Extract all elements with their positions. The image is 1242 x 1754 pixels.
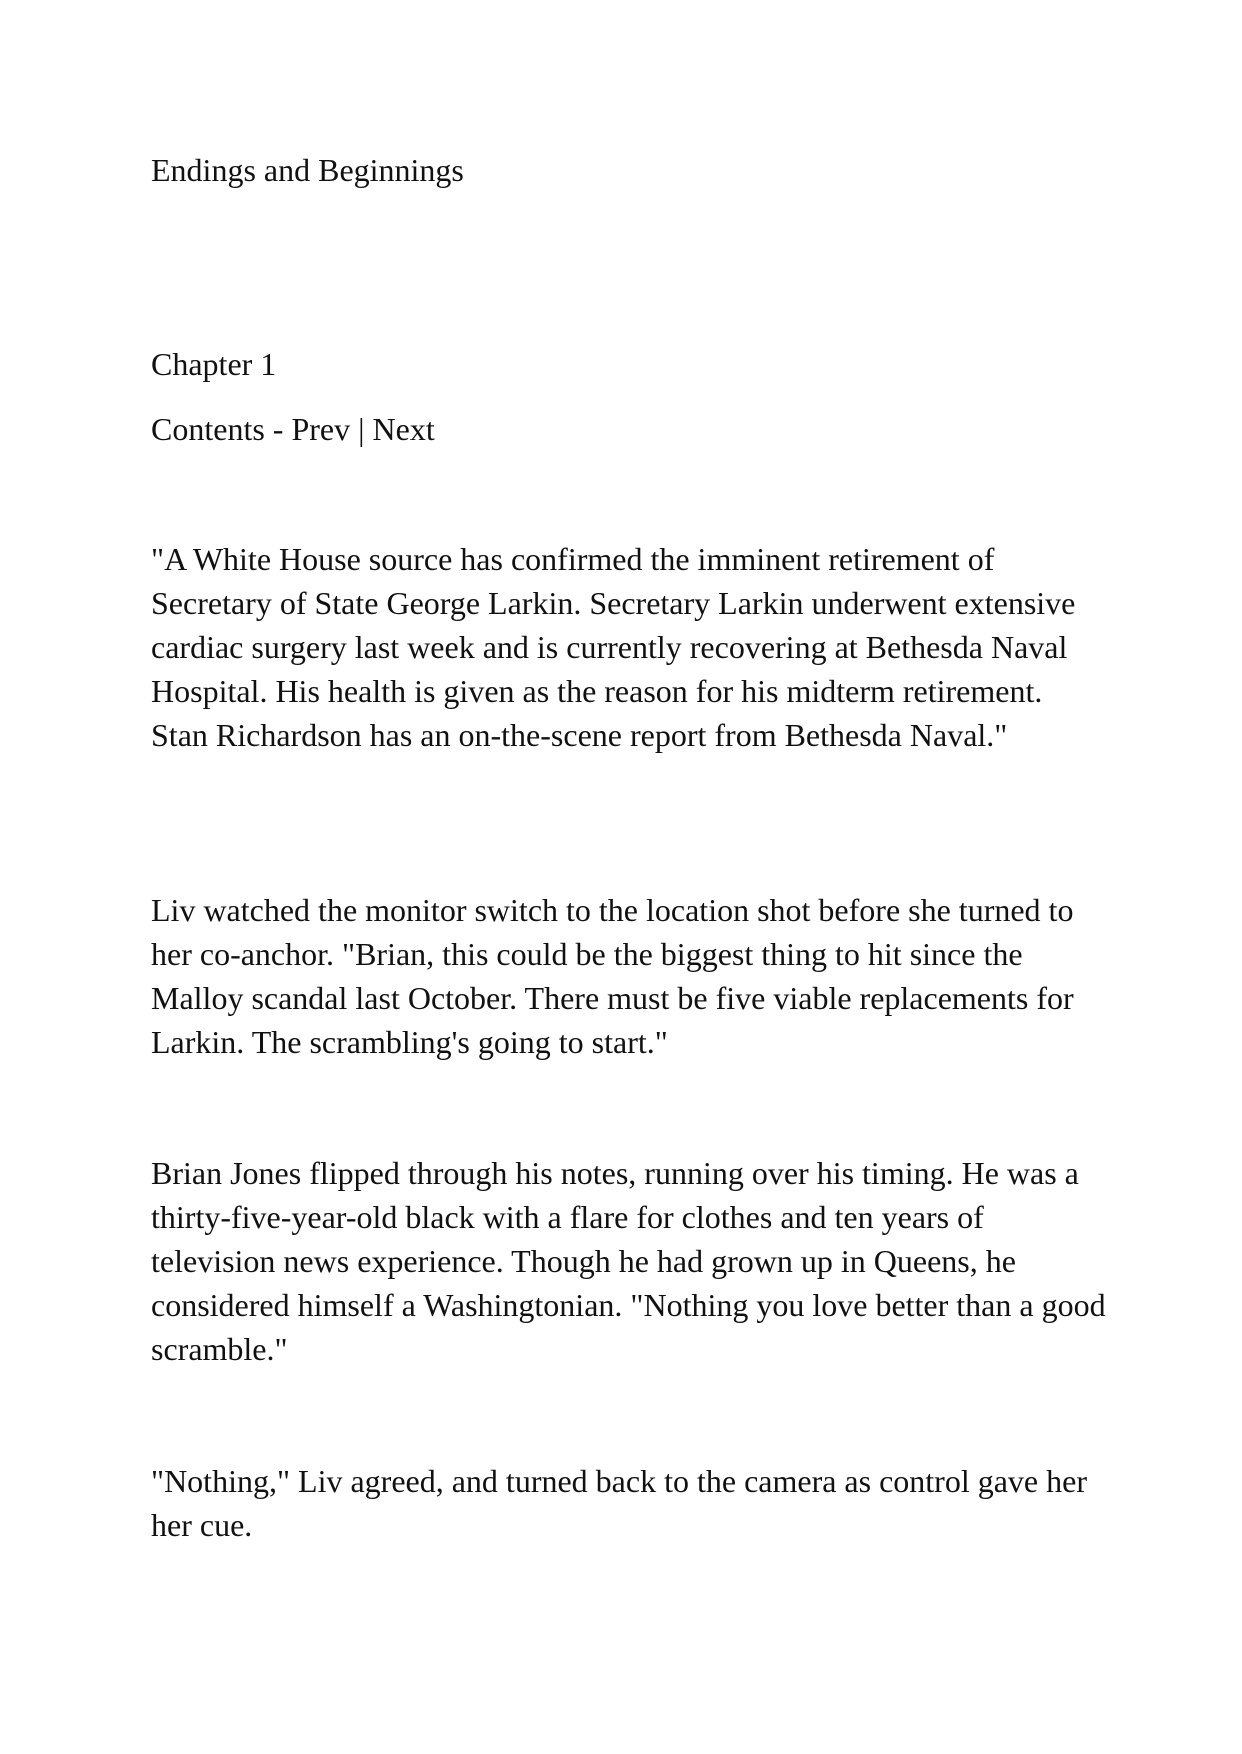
- document-title: Endings and Beginnings: [151, 152, 464, 188]
- paragraph: "A White House source has confirmed the imminent retirement of Secretary of State George Larkin. Secretary Larkin underwent extensive cardiac surgery last week and is currently recovering at Bethesda Naval Hospital. His health is given as the reason for his midterm retirement. Stan Richardson has an on-the-scene report from Bethesda Naval.": [151, 541, 1076, 753]
- nav-separator: -: [264, 411, 292, 447]
- paragraph: Liv watched the monitor switch to the location shot before she turned to her co-anchor. "Brian, this could be the biggest thing to hit since the Malloy scandal last October. There must be five viable replacements for Larkin. The scrambling's going to start.": [151, 892, 1074, 1060]
- next-link[interactable]: Next: [372, 411, 435, 447]
- paragraph: "Nothing," Liv agreed, and turned back to the camera as control gave her her cue.: [151, 1463, 1087, 1543]
- nav-separator: |: [350, 411, 373, 447]
- chapter-heading: Chapter 1: [151, 346, 277, 382]
- prev-link[interactable]: Prev: [291, 411, 351, 447]
- contents-link[interactable]: Contents: [151, 411, 265, 447]
- paragraph: Brian Jones flipped through his notes, running over his timing. He was a thirty-five-year-old black with a flare for clothes and ten years of television news experience. Though he had grown up in Queens, he considered himself a Washingtonian. "Nothing you love better than a good scramble.": [151, 1155, 1106, 1367]
- chapter-nav: [151, 407, 1106, 451]
